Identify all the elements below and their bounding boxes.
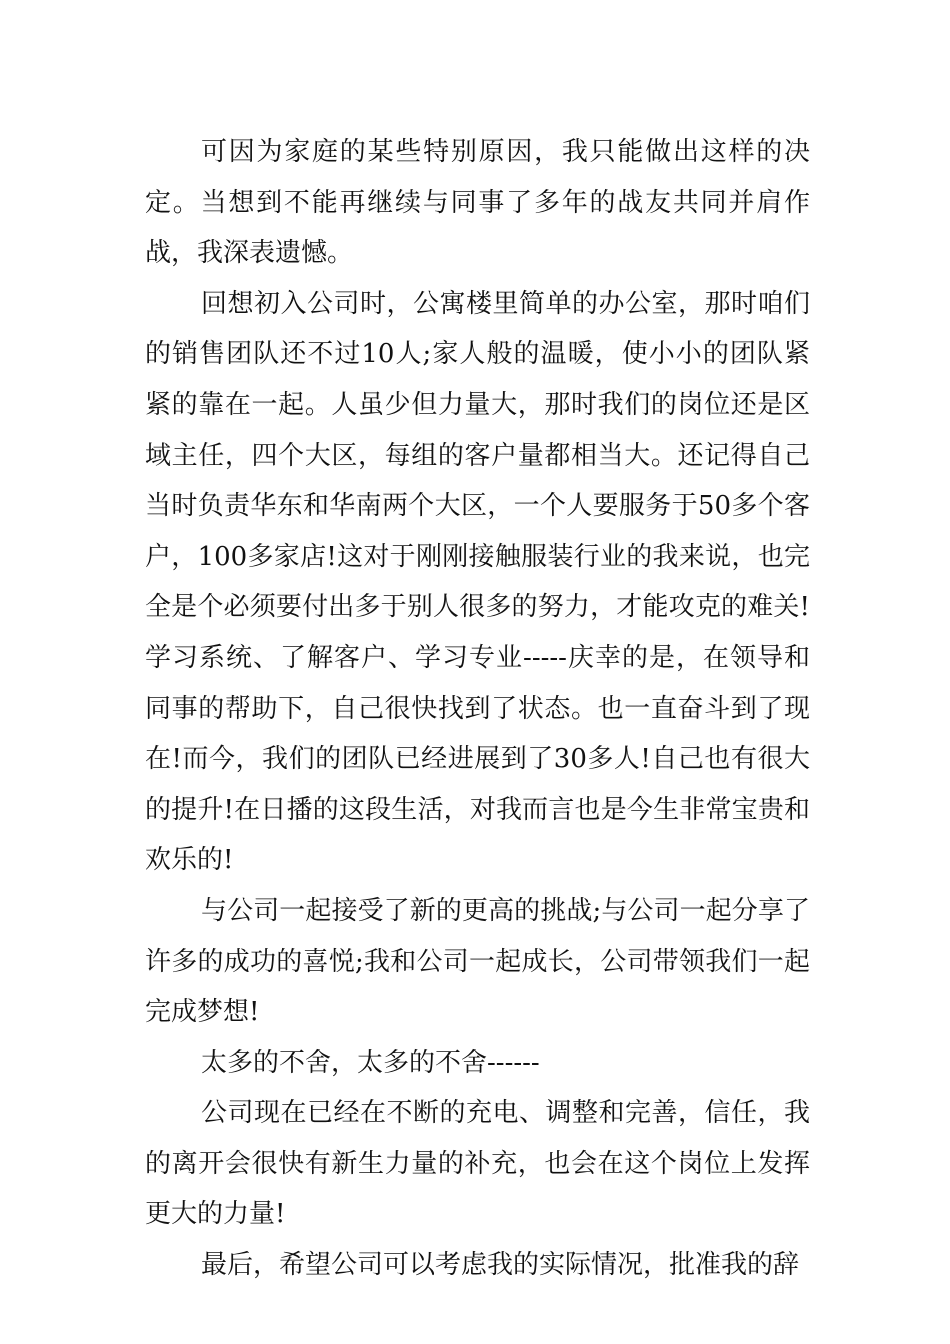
paragraph-1: 可因为家庭的某些特别原因，我只能做出这样的决定。当想到不能再继续与同事了多年的战友共同并肩作战，我深表遗憾。 [145, 137, 810, 269]
document-body [145, 127, 810, 1291]
paragraph-4: 太多的不舍，太多的不舍------ [201, 1047, 540, 1078]
paragraph-3: 与公司一起接受了新的更高的挑战;与公司一起分享了许多的成功的喜悦;我和公司一起成长，公司带领我们一起完成梦想! [145, 895, 810, 1028]
paragraph-2: 回想初入公司时，公寓楼里简单的办公室，那时咱们的销售团队还不过10人;家人般的温暖，使小小的团队紧紧的靠在一起。人虽少但力量大，那时我们的岗位还是区域主任，四个大区，每组的客户量都相当大。还记得自己当时负责华东和华南两个大区，一个人要服务于50多个客户，100多家店!这对于刚刚接触服装行业的我来说，也完全是个必须要付出多于别人很多的努力，才能攻克的难关!学习系统、了解客户、学习专业-----庆幸的是，在领导和同事的帮助下，自己很快找到了状态。也一直奋斗到了现在!而今，我们的团队已经进展到了30多人!自己也有很大的提升!在日播的这段生活，对我而言也是今生非常宝贵和欢乐的! [145, 288, 810, 876]
paragraph-5: 公司现在已经在不断的充电、调整和完善，信任，我的离开会很快有新生力量的补充，也会在这个岗位上发挥更大的力量! [145, 1098, 810, 1230]
paragraph-6: 最后，希望公司可以考虑我的实际情况，批准我的辞 [201, 1250, 800, 1281]
